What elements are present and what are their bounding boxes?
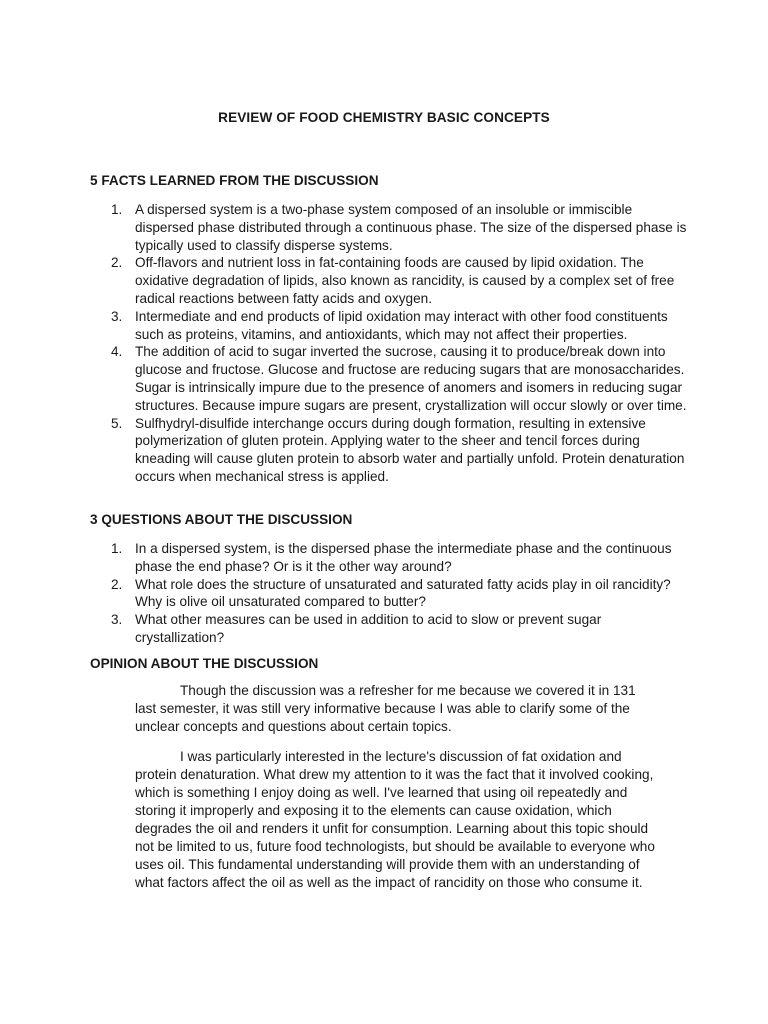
list-number: 3. (111, 612, 123, 628)
questions-list (90, 540, 690, 647)
list-item-text: Off-flavors and nutrient loss in fat-containing foods are caused by lipid oxidation. The oxidative degradation of lipids, also known as rancidity, is caused by a complex set of free radical reactions between fatty acids and oxygen. (135, 255, 675, 306)
list-number: 1. (111, 541, 123, 556)
list-number: 5. (111, 415, 123, 431)
list-number: 4. (111, 344, 123, 360)
list-item-text: The addition of acid to sugar inverted the sucrose, causing it to produce/break down into glucose and fructose. Glucose and fructose are reducing sugars that are monosaccharides. Sugar is intrinsically impure due to the presence of anomers and isomers in reducing sugar structures. Because impure sugars are present, crystallization will occur slowly or over time. (135, 344, 687, 413)
list-item-text: In a dispersed system, is the dispersed phase the intermediate phase and the continuous phase the end phase? Or is it the other way around? (135, 541, 672, 574)
list-item (90, 415, 690, 486)
facts-list (90, 201, 690, 486)
facts-heading: 5 FACTS LEARNED FROM THE DISCUSSION (90, 173, 379, 188)
opinion-heading: OPINION ABOUT THE DISCUSSION (90, 656, 319, 671)
opinion-paragraph: I was particularly interested in the lecture's discussion of fat oxidation and protein denaturation. What drew my attention to it was the fact that it involved cooking, which is something I enjoy doing as well. I've learned that using oil repeatedly and storing it improperly and exposing it to the elements can cause oxidation, which degrades the oil and renders it unfit for consumption. Learning about this topic should not be limited to us, future food technologists, but should be available to everyone who uses oil. This fundamental understanding will provide them with an understanding of what factors affect the oil as well as the impact of rancidity on those who consume it. (135, 749, 655, 890)
list-item-text: Intermediate and end products of lipid oxidation may interact with other food constituents such as proteins, vitamins, and antioxidants, which may not affect their properties. (135, 308, 668, 342)
list-item (90, 308, 690, 344)
list-item (90, 254, 690, 307)
opinion-body (135, 682, 660, 904)
list-item-text: Sulfhydryl-disulfide interchange occurs during dough formation, resulting in extensive polymerization of gluten protein. Applying water to the sheer and tencil forces during kneading will cause gluten protein to absorb water and partially unfold. Protein denaturation occurs when mechanical stress is applied. (135, 415, 685, 484)
list-item (90, 611, 690, 647)
list-number: 2. (111, 255, 123, 271)
list-item-text: A dispersed system is a two-phase system composed of an insoluble or immiscible dispersed phase distributed through a continuous phase. The size of the dispersed phase is typically used to classify disperse systems. (135, 202, 687, 253)
list-number: 2. (111, 576, 123, 592)
list-number: 3. (111, 308, 123, 324)
list-item-text: What role does the structure of unsaturated and saturated fatty acids play in oil rancidity? Why is olive oil unsaturated compared to butter? (135, 576, 671, 610)
list-item (90, 201, 690, 254)
opinion-paragraph: Though the discussion was a refresher for me because we covered it in 131 last semester, it was still very informative because I was able to clarify some of the unclear concepts and questions about certain topics. (135, 683, 636, 734)
list-item (90, 540, 690, 576)
questions-heading: 3 QUESTIONS ABOUT THE DISCUSSION (90, 512, 353, 527)
list-item-text: What other measures can be used in addition to acid to slow or prevent sugar crystallization? (135, 612, 602, 645)
list-item (90, 576, 690, 612)
list-number: 1. (111, 202, 123, 217)
document-title: REVIEW OF FOOD CHEMISTRY BASIC CONCEPTS (218, 110, 550, 125)
list-item (90, 343, 690, 414)
